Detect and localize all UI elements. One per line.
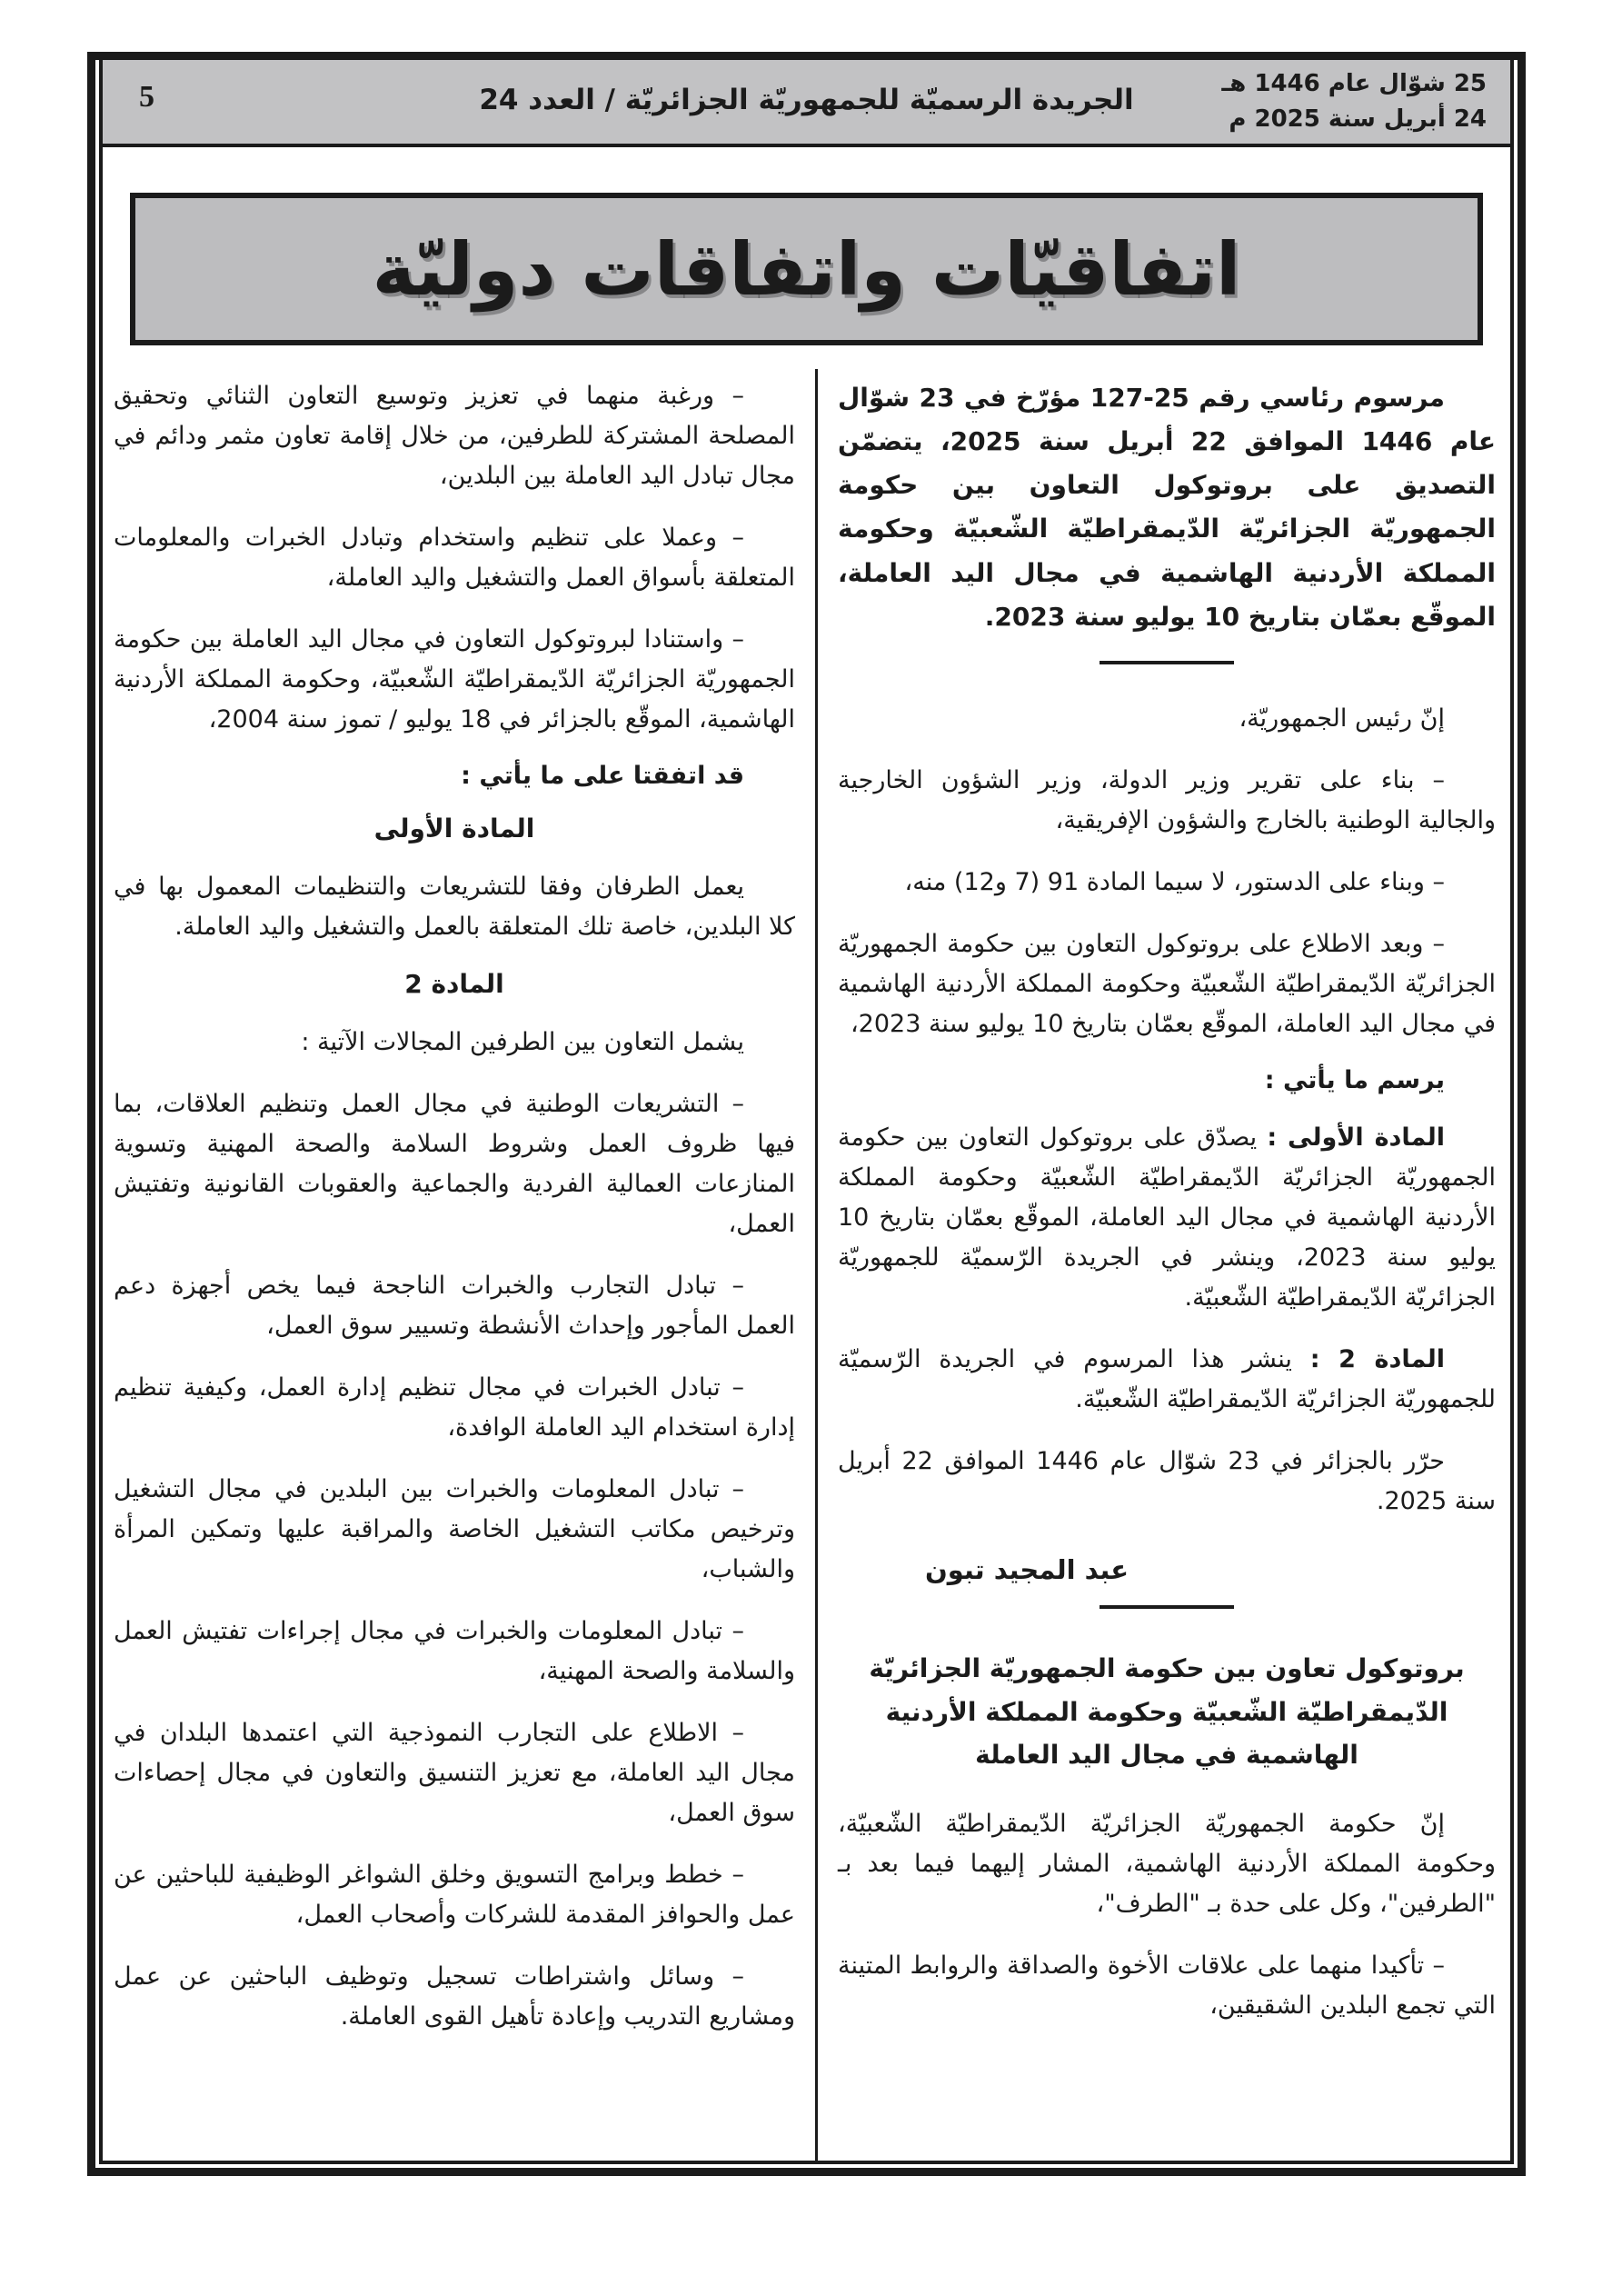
article-paragraph bbox=[838, 1118, 1496, 1318]
cooperation-field-item: – وسائل واشتراطات تسجيل وتوظيف الباحثين عن عمل ومشاريع التدريب وإعادة تأهيل القوى العاملة. bbox=[114, 1962, 795, 2031]
signature: عبد المجيد تبون bbox=[925, 1553, 1129, 1585]
protocol-article2-intro: يشمل التعاون بين الطرفين المجالات الآتية : bbox=[301, 1028, 744, 1056]
cooperation-field-item: – تبادل المعلومات والخبرات بين البلدين في مجال التشغيل وترخيص مكاتب التشغيل الخاصة والمراقبة عليها وتمكين المرأة والشباب، bbox=[114, 1475, 795, 1583]
agreement-clause: قد اتفقتا على ما يأتي : bbox=[461, 762, 744, 790]
visa-item: – بناء على تقرير وزير الدولة، وزير الشؤون الخارجية والجالية الوطنية بالخارج والشؤون الإفريقية، bbox=[838, 765, 1496, 834]
page-frame bbox=[87, 52, 1526, 2176]
protocol-article1-heading: المادة الأولى bbox=[373, 814, 535, 844]
column-right bbox=[818, 369, 1510, 2161]
column-left bbox=[103, 369, 815, 2161]
visa-item: – وبناء على الدستور، لا سيما المادة 91 (7 و12) منه، bbox=[904, 867, 1445, 896]
protocol-article2-heading: المادة 2 bbox=[404, 969, 504, 999]
article-paragraph bbox=[838, 1340, 1496, 1420]
header-dates bbox=[1221, 66, 1487, 137]
cooperation-field-item: – خطط وبرامج التسويق وخلق الشواغر الوظيفية للباحثين عن عمل والحوافز المقدمة للشركات وأصحاب العمل، bbox=[114, 1861, 795, 1929]
article-text: يصدّق على بروتوكول التعاون بين حكومة الجمهوريّة الجزائريّة الدّيمقراطيّة الشّعبيّة وحكومة المملكة الأردنية الهاشمية في مجال اليد العاملة، الموقّع بعمّان بتاريخ 10 يوليو سنة 2023، وينشر في الجريدة الرّسميّة للجمهوريّة الجزائريّة الدّيمقراطيّة الشّعبيّة. bbox=[838, 1123, 1496, 1312]
page-frame-inner bbox=[99, 60, 1514, 2164]
date-gregorian: 24 أبريل سنة 2025 م bbox=[1229, 105, 1487, 133]
cooperation-field-item: – تبادل المعلومات والخبرات في مجال إجراءات تفتيش العمل والسلامة والصحة المهنية، bbox=[114, 1617, 795, 1685]
cooperation-field-item: – تبادل التجارب والخبرات الناجحة فيما يخص أجهزة دعم العمل المأجور وإحداث الأنشطة وتسيير سوق العمل، bbox=[114, 1272, 795, 1340]
decree-order-clause: يرسم ما يأتي : bbox=[1264, 1065, 1445, 1094]
column-divider bbox=[815, 369, 818, 2161]
decree-articles bbox=[838, 1118, 1496, 1420]
article-text: ينشر هذا المرسوم في الجريدة الرّسميّة للجمهوريّة الجزائريّة الدّيمقراطيّة الشّعبيّة. bbox=[838, 1344, 1496, 1413]
date-hijri: 25 شوّال عام 1446 هـ bbox=[1221, 70, 1487, 97]
decree-title: مرسوم رئاسي رقم 25-127 مؤرّخ في 23 شوّال عام 1446 الموافق 22 أبريل سنة 2025، يتضمّن التصديق على بروتوكول التعاون بين حكومة الجمهوريّة الجزائريّة الدّيمقراطيّة الشّعبيّة وحكومة المملكة الأردنية الهاشمية في مجال اليد العاملة، الموقّع بعمّان بتاريخ 10 يوليو سنة 2023. bbox=[838, 383, 1496, 632]
separator-rule bbox=[1100, 1605, 1234, 1609]
header-band bbox=[103, 60, 1510, 147]
protocol-consideration: – تأكيدا منهما على علاقات الأخوة والصداقة والروابط المتينة التي تجمع البلدين الشقيقين، bbox=[838, 1951, 1496, 2020]
protocol-article1-text: يعمل الطرفان وفقا للتشريعات والتنظيمات المعمول بها في كلا البلدين، خاصة تلك المتعلقة بالعمل والتشغيل واليد العاملة. bbox=[114, 873, 795, 941]
president-intro: إنّ رئيس الجمهوريّة، bbox=[1239, 704, 1445, 733]
protocol-parties-intro: إنّ حكومة الجمهوريّة الجزائريّة الدّيمقراطيّة الشّعبيّة، وحكومة المملكة الأردنية الهاشمية، المشار إليهما فيما بعد بـ "الطرفين"، وكل على حدة بـ "الطرف"، bbox=[838, 1809, 1496, 1918]
section-banner bbox=[130, 193, 1483, 345]
cooperation-field-item: – تبادل الخبرات في مجال تنظيم إدارة العمل، وكيفية تنظيم إدارة استخدام اليد العاملة الوافدة، bbox=[114, 1373, 795, 1442]
protocol-heading: بروتوكول تعاون بين حكومة الجمهوريّة الجزائريّة الدّيمقراطيّة الشّعبيّة وحكومة المملكة الأردنية الهاشمية في مجال اليد العاملة bbox=[869, 1652, 1465, 1771]
article-label: المادة 2 : bbox=[1309, 1344, 1445, 1373]
signed-at: حرّر بالجزائر في 23 شوّال عام 1446 الموافق 22 أبريل سنة 2025. bbox=[838, 1446, 1496, 1515]
decree-visas bbox=[838, 761, 1496, 1044]
cooperation-fields bbox=[114, 1084, 795, 2037]
separator-rule bbox=[1100, 661, 1234, 664]
section-banner-title: اتفاقيّات واتفاقات دوليّة bbox=[372, 226, 1241, 312]
content-columns bbox=[103, 369, 1510, 2161]
page-number: 5 bbox=[139, 80, 154, 114]
protocol-consideration: – واستنادا لبروتوكول التعاون في مجال اليد العاملة بين حكومة الجمهوريّة الجزائريّة الدّيمقراطيّة الشّعبيّة، وحكومة المملكة الأردنية الهاشمية، الموقّع بالجزائر في 18 يوليو / تموز سنة 2004، bbox=[114, 625, 795, 734]
article-label: المادة الأولى : bbox=[1267, 1123, 1446, 1152]
cooperation-field-item: – التشريعات الوطنية في مجال العمل وتنظيم العلاقات، بما فيها ظروف العمل وشروط السلامة والصحة المهنية وتسوية المنازعات العمالية الفردية والجماعية والعقوبات القانونية وتفتيش العمل، bbox=[114, 1090, 795, 1238]
protocol-consideration: – وعملا على تنظيم واستخدام وتبادل الخبرات والمعلومات المتعلقة بأسواق العمل والتشغيل واليد العاملة، bbox=[114, 524, 795, 592]
cooperation-field-item: – الاطلاع على التجارب النموذجية التي اعتمدها البلدان في مجال اليد العاملة، مع تعزيز التنسيق والتعاون في مجال إحصاءات سوق العمل، bbox=[114, 1719, 795, 1827]
gazette-title: الجريدة الرسميّة للجمهوريّة الجزائريّة / العدد 24 bbox=[479, 84, 1134, 116]
protocol-consideration: – ورغبة منهما في تعزيز وتوسيع التعاون الثنائي وتحقيق المصلحة المشتركة للطرفين، من خلال إقامة تعاون مثمر ودائم في مجال تبادل اليد العاملة بين البلدين، bbox=[114, 382, 795, 490]
visa-item: – وبعد الاطلاع على بروتوكول التعاون بين حكومة الجمهوريّة الجزائريّة الدّيمقراطيّة الشّعبيّة وحكومة المملكة الأردنية الهاشمية في مجال اليد العاملة، الموقّع بعمّان بتاريخ 10 يوليو سنة 2023، bbox=[838, 929, 1496, 1038]
